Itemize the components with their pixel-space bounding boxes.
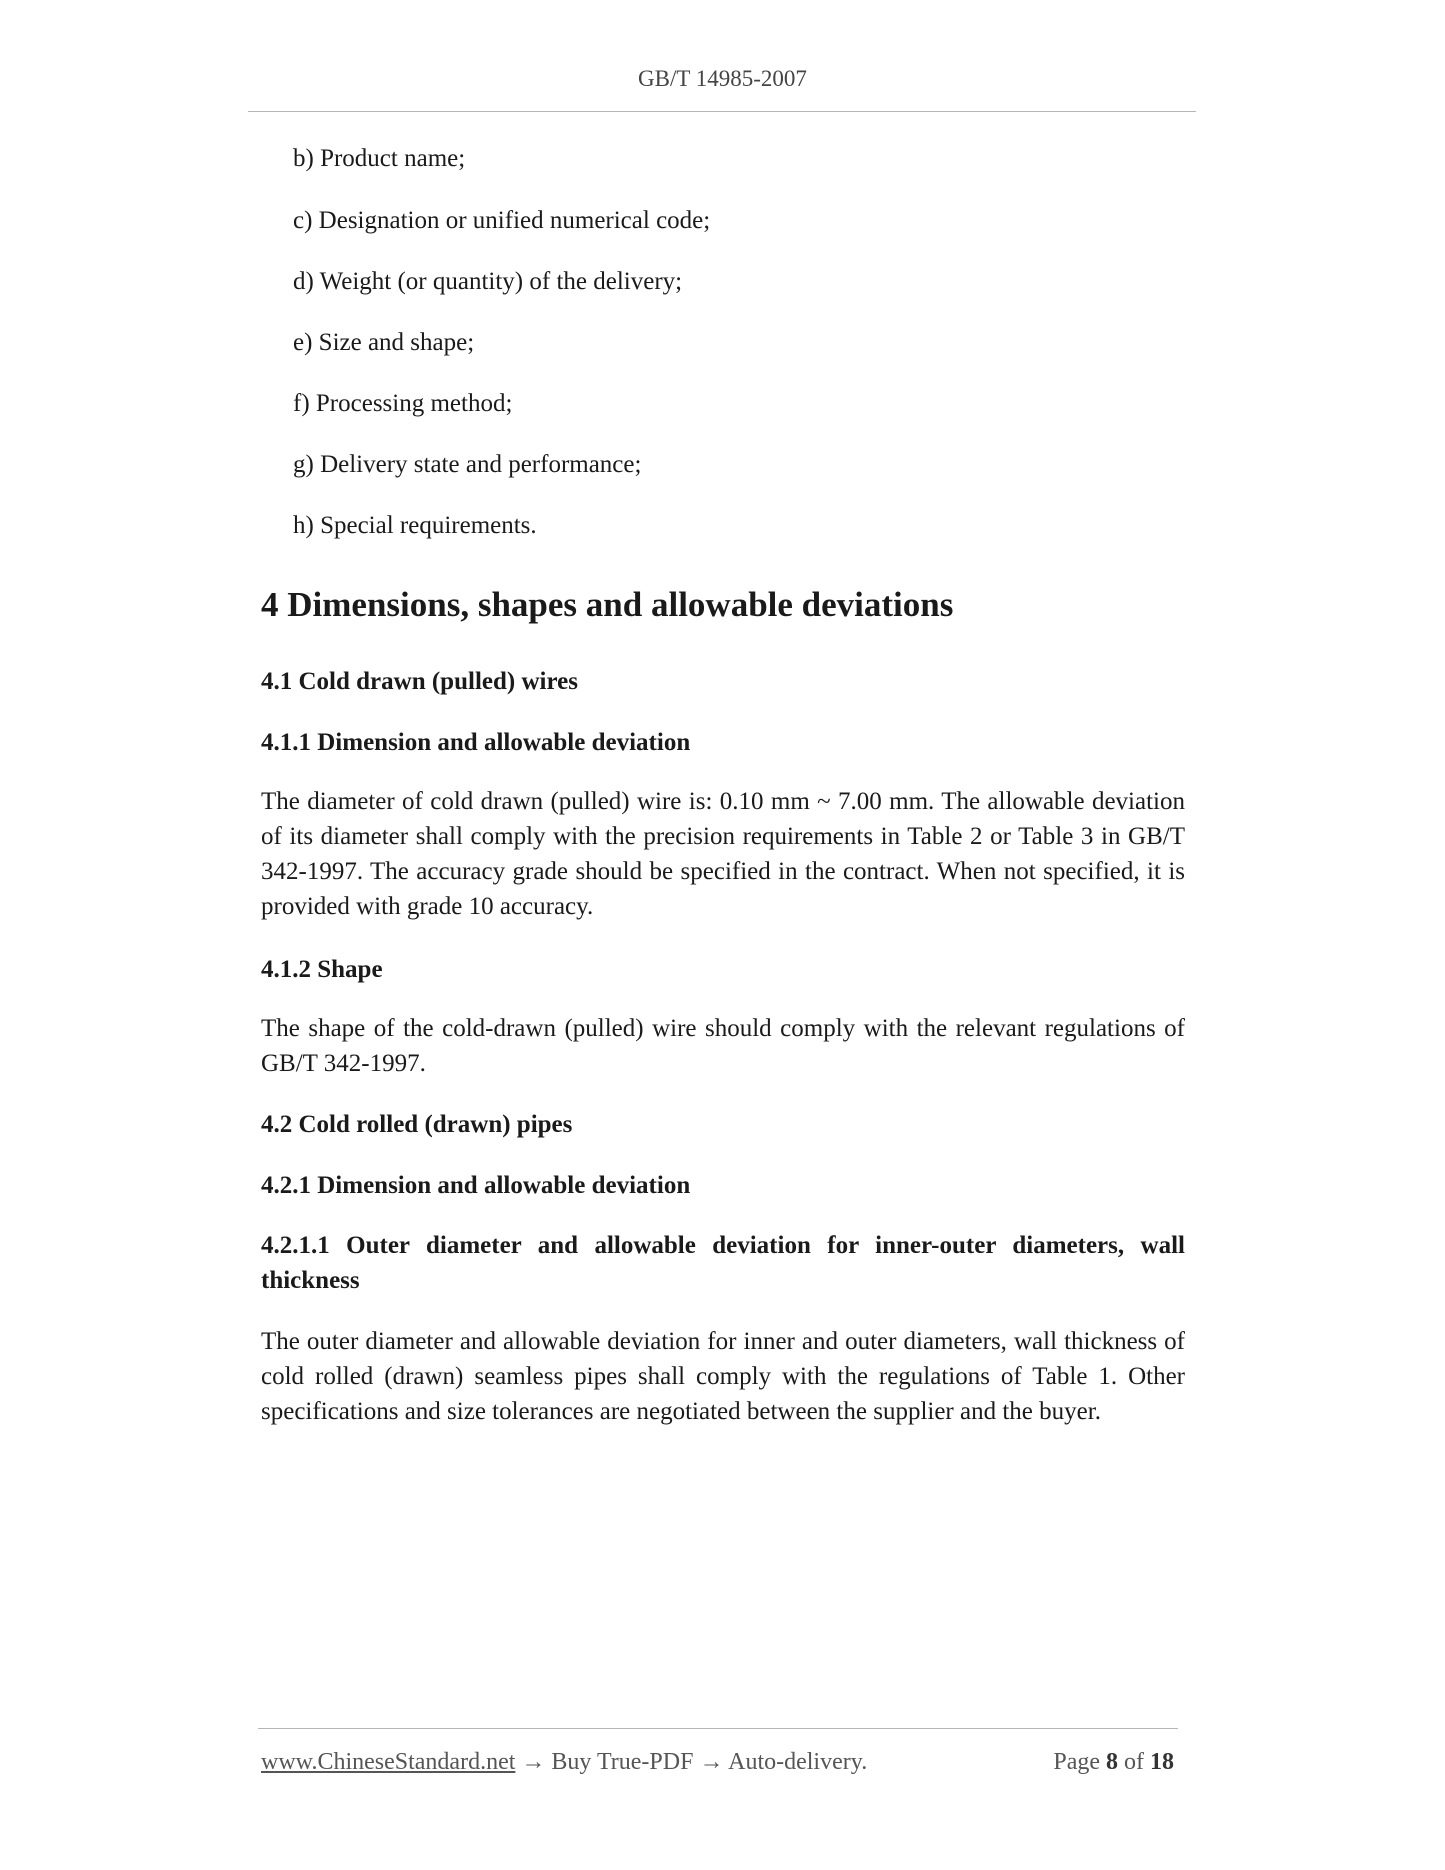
list-item: h) Special requirements. — [293, 512, 537, 539]
section-heading-4-2-1-1: 4.2.1.1 Outer diameter and allowable deviation for inner-outer diameters, wall thickness — [261, 1232, 1185, 1294]
paragraph-4-1-2: The shape of the cold-drawn (pulled) wire should comply with the relevant regulations of GB/T 342-1997. — [261, 1015, 1185, 1077]
section-heading-4-1-1: 4.1.1 Dimension and allowable deviation — [261, 729, 691, 756]
footer-promo — [261, 1749, 867, 1776]
list-item: f) Processing method; — [293, 390, 513, 417]
total-pages: 18 — [1150, 1749, 1174, 1775]
section-heading-4-2-1: 4.2.1 Dimension and allowable deviation — [261, 1172, 691, 1199]
section-heading-4-1: 4.1 Cold drawn (pulled) wires — [261, 668, 578, 695]
list-item: e) Size and shape; — [293, 329, 475, 356]
footer-divider — [258, 1728, 1178, 1729]
page-indicator — [1053, 1749, 1174, 1776]
list-item: g) Delivery state and performance; — [293, 451, 642, 478]
page-label: Page — [1053, 1749, 1100, 1775]
running-header: GB/T 14985-2007 — [638, 66, 807, 91]
list-item: b) Product name; — [293, 145, 466, 172]
list-item: c) Designation or unified numerical code; — [293, 207, 711, 234]
section-heading-4-2: 4.2 Cold rolled (drawn) pipes — [261, 1111, 573, 1138]
page-number: 8 — [1106, 1749, 1118, 1775]
list-item: d) Weight (or quantity) of the delivery; — [293, 268, 683, 295]
header-divider — [248, 111, 1196, 112]
section-heading-4: 4 Dimensions, shapes and allowable deviations — [261, 585, 954, 624]
paragraph-4-1-1: The diameter of cold drawn (pulled) wire is: 0.10 mm ~ 7.00 mm. The allowable deviation of its diameter shall comply with the precision requirements in Table 2 or Table 3 in GB/T 342-1997. The accuracy grade should be specified in the contract. When not specified, it is provided with grade 10 accuracy. — [261, 788, 1185, 920]
section-heading-4-1-2: 4.1.2 Shape — [261, 956, 383, 983]
promo-text: → Buy True-PDF → Auto-delivery. — [515, 1749, 868, 1775]
site-link[interactable]: www.ChineseStandard.net — [261, 1749, 516, 1775]
paragraph-4-2-1-1: The outer diameter and allowable deviation for inner and outer diameters, wall thickness of cold rolled (drawn) seamless pipes shall comply with the regulations of Table 1. Other specifications and size tolerances are negotiated between the supplier and the buyer. — [261, 1328, 1185, 1425]
of-label: of — [1124, 1749, 1144, 1775]
